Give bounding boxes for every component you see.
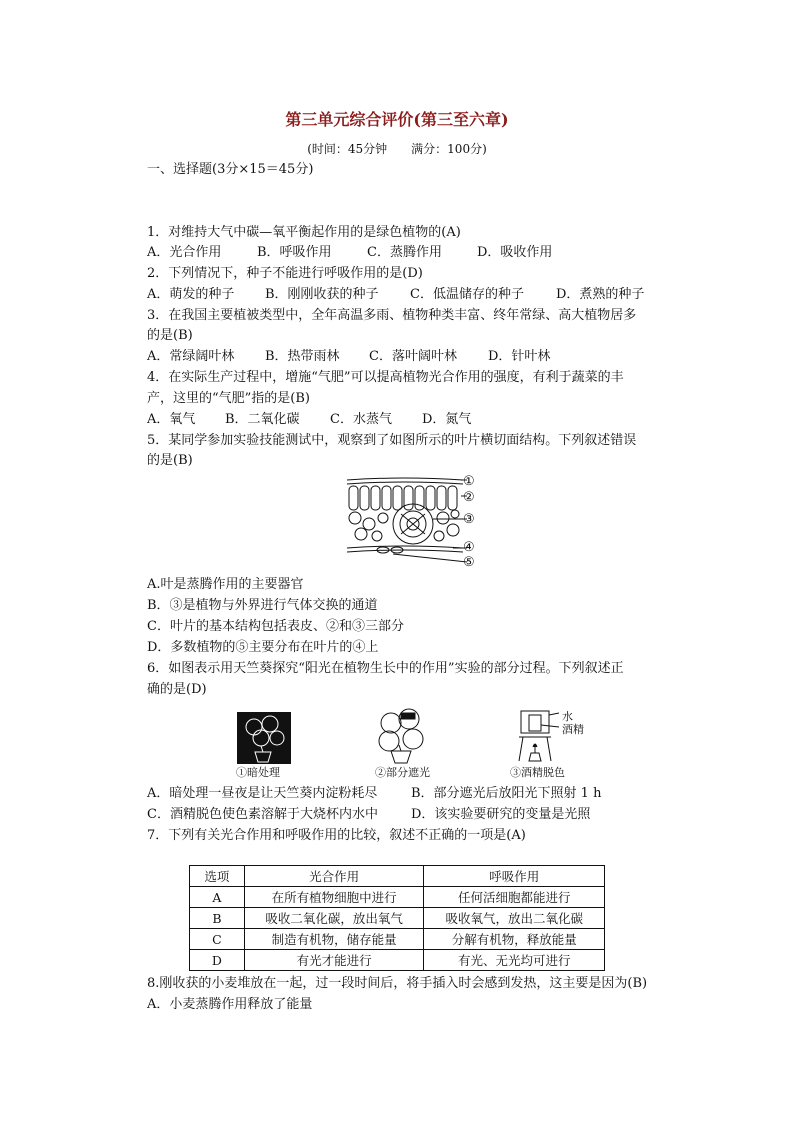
option-d: D．吸收作用 [477, 245, 553, 260]
partial-shading-figure [373, 705, 429, 765]
question-5-option-b: B．③是植物与外界进行气体交换的通道 [147, 598, 378, 613]
option-c: C．落叶阔叶林 [369, 349, 457, 364]
question-4-stem-cont: 产，这里的“气肥”指的是(B) [147, 391, 310, 406]
row-label: C [190, 929, 245, 950]
question-5-option-a: A.叶是蒸腾作用的主要器官 [147, 577, 304, 592]
question-5-stem-cont: 的是(B) [147, 453, 193, 468]
option-d: D．针叶林 [488, 349, 551, 364]
respiration-cell: 任何活细胞都能进行 [424, 887, 605, 908]
exam-info: (时间：45分钟 满分：100分) [307, 142, 487, 156]
option-a: A．氧气 [147, 412, 196, 427]
question-8-option-a: A．小麦蒸腾作用释放了能量 [147, 997, 313, 1012]
page-title: 第三单元综合评价(第三至六章) [285, 110, 509, 129]
table-row [190, 950, 605, 971]
option-d: D．煮熟的种子 [556, 287, 645, 302]
photosynthesis-cell: 制造有机物，储存能量 [244, 929, 424, 950]
table-row [190, 908, 605, 929]
question-6-options-row1 [147, 785, 601, 803]
respiration-cell: 有光、无光均可进行 [424, 950, 605, 971]
question-5-option-d: D．多数植物的⑤主要分布在叶片的④上 [147, 640, 379, 655]
option-b: B．热带雨林 [265, 349, 340, 364]
option-b: B．刚刚收获的种子 [265, 287, 379, 302]
respiration-cell: 吸收氧气，放出二氧化碳 [424, 908, 605, 929]
option-d: D．该实验要研究的变量是光照 [411, 807, 591, 822]
question-1-options [147, 244, 552, 262]
question-6-options-row2 [147, 806, 590, 824]
caption-partial-shading: ②部分遮光 [375, 766, 430, 779]
photosynthesis-cell: 在所有植物细胞中进行 [244, 887, 424, 908]
label-alcohol: 酒精 [562, 723, 584, 736]
option-c: C．酒精脱色使色素溶解于大烧杯内水中 [147, 807, 378, 822]
question-7-stem: 7．下列有关光合作用和呼吸作用的比较，叙述不正确的一项是(A) [147, 828, 526, 843]
leaf-label-4: ④ [463, 540, 475, 555]
option-a: A．萌发的种子 [147, 287, 235, 302]
option-a: A．光合作用 [147, 245, 222, 260]
option-d: D．氮气 [422, 412, 472, 427]
option-b: B．二氧化碳 [225, 412, 300, 427]
leaf-label-1: ① [463, 474, 475, 489]
table-row [190, 887, 605, 908]
question-3-stem: 3．在我国主要植被类型中，全年高温多雨、植物种类丰富、终年常绿、高大植物居多 [147, 308, 637, 323]
question-5-stem: 5．某同学参加实验技能测试中，观察到了如图所示的叶片横切面结构。下列叙述错误 [147, 433, 637, 448]
photosynthesis-cell: 吸收二氧化碳，放出氧气 [244, 908, 424, 929]
question-2-stem: 2．下列情况下，种子不能进行呼吸作用的是(D) [147, 266, 423, 281]
option-c: C．低温储存的种子 [410, 287, 524, 302]
row-label: A [190, 887, 245, 908]
table-row [190, 929, 605, 950]
header-respiration: 呼吸作用 [424, 866, 605, 887]
table-header-row [190, 866, 605, 887]
section-heading: 一、选择题(3分×15＝45分) [147, 162, 314, 177]
question-3-stem-cont: 的是(B) [147, 328, 193, 343]
question-2-options [147, 286, 644, 304]
leaf-label-3: ③ [463, 512, 475, 527]
leaf-cross-section-figure [343, 474, 483, 570]
question-3-options [147, 348, 550, 366]
question-1-stem: 1．对维持大气中碳—氧平衡起作用的是绿色植物的(A) [147, 225, 461, 240]
leaf-label-2: ② [463, 490, 475, 505]
option-c: C．水蒸气 [330, 412, 392, 427]
row-label: D [190, 950, 245, 971]
comparison-table [189, 865, 605, 971]
dark-treatment-figure [237, 712, 291, 764]
respiration-cell: 分解有机物，释放能量 [424, 929, 605, 950]
header-photosynthesis: 光合作用 [244, 866, 424, 887]
question-4-stem: 4．在实际生产过程中，增施“气肥”可以提高植物光合作用的强度，有利于蔬菜的丰 [147, 370, 624, 385]
caption-dark-treatment: ①暗处理 [236, 766, 280, 779]
leaf-label-5: ⑤ [463, 555, 475, 570]
option-b: B．呼吸作用 [257, 245, 332, 260]
question-6-stem: 6．如图表示用天竺葵探究“阳光在植物生长中的作用”实验的部分过程。下列叙述正 [147, 661, 624, 676]
option-a: A．常绿阔叶林 [147, 349, 235, 364]
alcohol-decolor-figure [513, 705, 563, 765]
label-water: 水 [562, 710, 573, 723]
vein [393, 504, 433, 544]
question-8-stem: 8.刚收获的小麦堆放在一起，过一段时间后，将手插入时会感到发热，这主要是因为(B) [147, 976, 648, 991]
question-6-stem-cont: 确的是(D) [147, 682, 207, 697]
option-c: C．蒸腾作用 [367, 245, 442, 260]
caption-alcohol-decolor: ③酒精脱色 [510, 766, 565, 779]
photosynthesis-cell: 有光才能进行 [244, 950, 424, 971]
question-5-option-c: C．叶片的基本结构包括表皮、②和③三部分 [147, 619, 404, 634]
option-b: B．部分遮光后放阳光下照射 1 h [411, 786, 602, 801]
option-a: A．暗处理一昼夜是让天竺葵内淀粉耗尽 [147, 786, 378, 801]
header-option: 选项 [190, 866, 245, 887]
row-label: B [190, 908, 245, 929]
question-4-options [147, 411, 471, 429]
